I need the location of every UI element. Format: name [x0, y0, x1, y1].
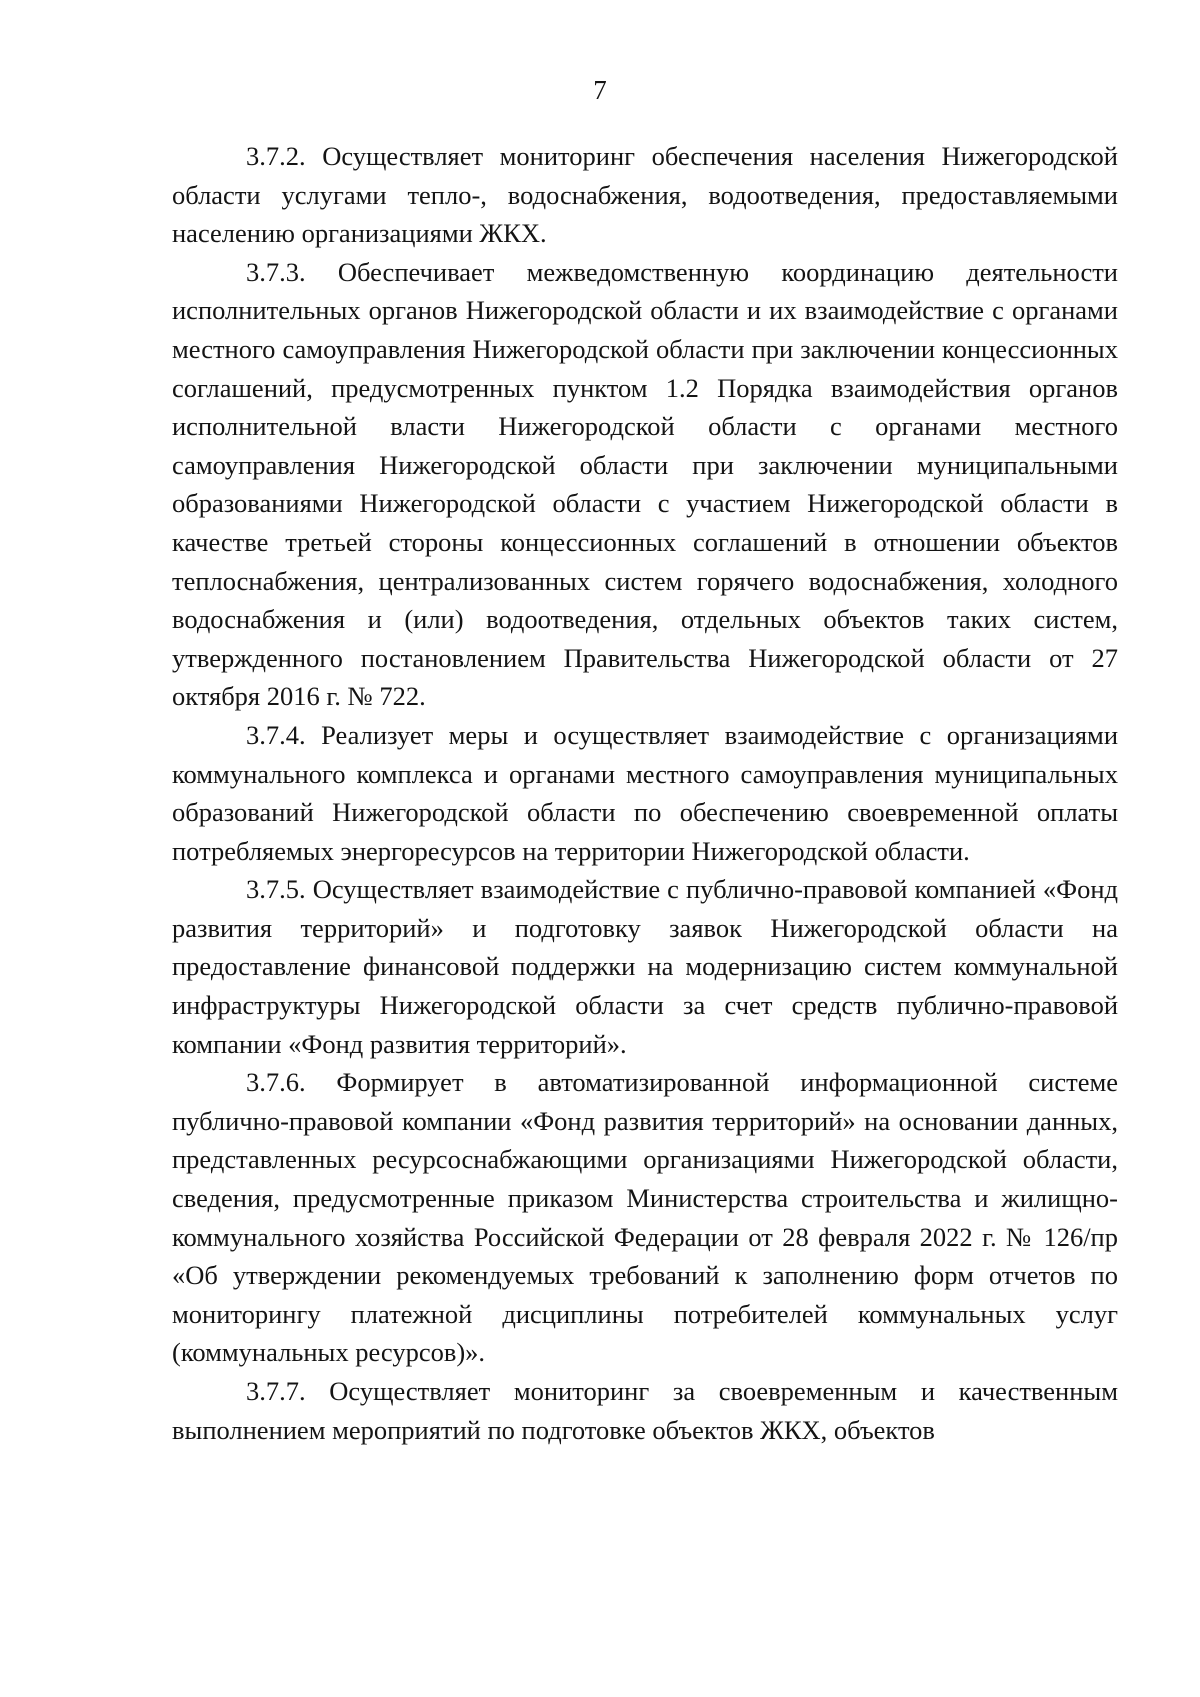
- paragraph-3-7-2: 3.7.2. Осуществляет мониторинг обеспечения населения Нижегородской области услугами тепло-, водоснабжения, водоотведения, предоставляемыми населению организациями ЖКХ.: [172, 141, 1118, 249]
- document-body: [172, 137, 1118, 1449]
- page-number: 7: [593, 75, 607, 105]
- paragraph-3-7-4: 3.7.4. Реализует меры и осуществляет взаимодействие с организациями коммунального комплекса и органами местного самоуправления муниципальных образований Нижегородской области по обеспечению своевременной оплаты потребляемых энергоресурсов на территории Нижегородской области.: [172, 719, 1118, 866]
- paragraph-3-7-6: 3.7.6. Формирует в автоматизированной информационной системе публично-правовой компании «Фонд развития территорий» на основании данных, представленных ресурсоснабжающими организациями Нижегородской области, сведения, предусмотренные приказом Министерства строительства и жилищно-коммунального хозяйства Российской Федерации от 28 февраля 2022 г. № 126/пр «Об утверждении рекомендуемых требований к заполнению форм отчетов по мониторингу платежной дисциплины потребителей коммунальных услуг (коммунальных ресурсов)».: [172, 1067, 1118, 1368]
- paragraph-3-7-3: 3.7.3. Обеспечивает межведомственную координацию деятельности исполнительных органов Нижегородской области и их взаимодействие с органами местного самоуправления Нижегородской области при заключении концессионных соглашений, предусмотренных пунктом 1.2 Порядка взаимодействия органов исполнительной власти Нижегородской области с органами местного самоуправления Нижегородской области при заключении муниципальными образованиями Нижегородской области с участием Нижегородской области в качестве третьей стороны концессионных соглашений в отношении объектов теплоснабжения, централизованных систем горячего водоснабжения, холодного водоснабжения и (или) водоотведения, отдельных объектов таких систем, утвержденного постановлением Правительства Нижегородской области от 27 октября 2016 г. № 722.: [172, 256, 1118, 712]
- paragraph-3-7-5: 3.7.5. Осуществляет взаимодействие с публично-правовой компанией «Фонд развития территорий» и подготовку заявок Нижегородской области на предоставление финансовой поддержки на модернизацию систем коммунальной инфраструктуры Нижегородской области за счет средств публично-правовой компании «Фонд развития территорий».: [172, 874, 1118, 1059]
- paragraph-3-7-7: 3.7.7. Осуществляет мониторинг за своевременным и качественным выполнением мероприятий по подготовке объектов ЖКХ, объектов: [172, 1376, 1118, 1445]
